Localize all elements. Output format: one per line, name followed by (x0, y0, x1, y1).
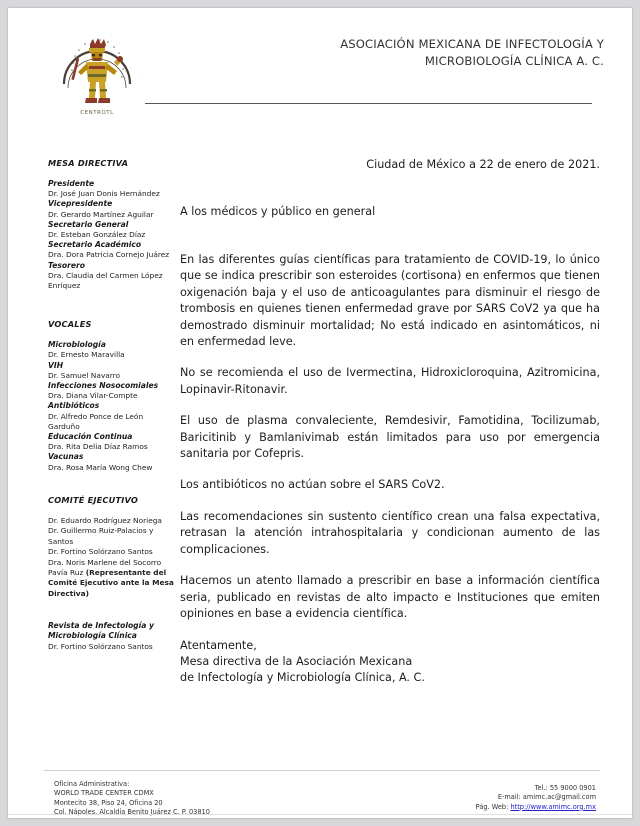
board-name: Dra. Claudia del Carmen López Enríquez (48, 270, 163, 291)
letter-paragraph: El uso de plasma convaleciente, Remdesivir, Famotidina, Tocilizumab, Baricitinib y Bamlanivimab están limitados para uso por emergencia sanitaria por Cofepris. (180, 414, 600, 461)
vocal-role: VIH (48, 360, 64, 370)
footer-email: E-mail: amimc.ac@gmail.com (497, 793, 596, 802)
mesa-directiva-heading: MESA DIRECTIVA (48, 158, 129, 168)
letter-paragraph: Las recomendaciones sin sustento científico crean una falsa expectativa, retrasan la atención intrahospitalaria y condicionan aumento de las complicaciones. (180, 509, 600, 556)
revista-heading: Revista de Infectología y Microbiología Clínica (48, 621, 154, 641)
footer-web (476, 803, 596, 812)
vocal-role: Educación Continua (48, 432, 133, 442)
letter-paragraph: Hacemos un atento llamado a prescribir en base a información científica seria, publicado en revistas de alto impacto e Instituciones que emiten opiniones en base a evidencia científica. (180, 574, 600, 620)
page-footer (8, 780, 632, 818)
closing-line-3: de Infectología y Microbiología Clínica, A. C. (180, 670, 425, 684)
board-name: Dr. José Juan Donis Hernández (48, 189, 160, 199)
header-divider (145, 103, 592, 104)
vocal-role: Vacunas (48, 452, 84, 462)
footer-divider (44, 770, 600, 771)
comite-ejecutivo-list (48, 516, 176, 599)
organization-title (288, 36, 604, 70)
letter-page (8, 8, 632, 818)
board-role: Vicepresidente (48, 199, 113, 209)
footer-phone: Tel.: 55 9000 0901 (534, 784, 596, 792)
page-bottom-edge (8, 814, 632, 815)
letter-paragraph: No se recomienda el uso de Ivermectina, Hidroxicloroquina, Azitromicina, Lopinavir-Ritonavir. (180, 366, 600, 396)
vocal-name: Dra. Diana Vilar-Compte (48, 391, 138, 401)
sidebar-spacer (48, 599, 176, 621)
comite-representative-name: Dra. Noris Marlene del Socorro Pavía Ruz (48, 557, 162, 577)
board-name: Dr. Esteban González Díaz (48, 230, 146, 240)
board-sidebar (48, 158, 176, 652)
vocal-name: Dr. Ernesto Maravilla (48, 350, 125, 360)
organization-title-line2: MICROBIOLOGÍA CLÍNICA A. C. (424, 54, 604, 68)
letter-paragraph: En las diferentes guías científicas para tratamiento de COVID-19, lo único que se indica prescribir son esteroides (cortisona) en enfermos que tienen oxigenación baja y el uso de anticoagulantes para disminuir el riesgo de trombosis en quienes tienen enfermedad grave por SARS CoV2 ya que ha demostrado disminuir mortalidad; No está indicado en asintomáticos, ni en enfermedad leve. (180, 253, 600, 349)
vocal-name: Dr. Alfredo Ponce de León Garduño (48, 411, 144, 431)
footer-web-link[interactable]: http://www.amimc.org.mx (510, 802, 596, 811)
board-role: Secretario Académico (48, 240, 142, 250)
revista-editor: Dr. Fortino Solórzano Santos (48, 641, 153, 651)
board-role: Tesorero (48, 260, 85, 270)
letter-date: Ciudad de México a 22 de enero de 2021. (366, 158, 600, 171)
comite-representative (48, 558, 176, 600)
letter-paragraph: Los antibióticos no actúan sobre el SARS CoV2. (180, 478, 445, 492)
closing-line-2: Mesa directiva de la Asociación Mexicana (180, 654, 413, 668)
footer-address-line: Col. Nápoles, Alcaldía Benito Juárez C. P. 03810 (54, 808, 210, 817)
vocal-name: Dra. Rita Delia Díaz Ramos (48, 442, 148, 452)
logo-caption: CENTROTL (80, 110, 114, 116)
vocal-name: Dr. Samuel Navarro (48, 370, 121, 380)
comite-member: Dr. Eduardo Rodríguez Noriega (48, 515, 162, 525)
footer-address (54, 780, 210, 818)
footer-contact (476, 784, 596, 812)
letter-closing (180, 638, 600, 685)
board-role: Secretario General (48, 219, 129, 229)
vocal-role: Antibióticos (48, 401, 100, 411)
letterhead (8, 8, 632, 118)
mesa-directiva-list (48, 179, 176, 291)
comite-member: Dr. Guillermo Ruiz-Palacios y Santos (48, 526, 154, 546)
organization-title-line1: ASOCIACIÓN MEXICANA DE INFECTOLOGÍA Y (340, 37, 604, 51)
sidebar-spacer (48, 473, 176, 495)
vocales-heading: VOCALES (48, 319, 92, 330)
comite-ejecutivo-heading: COMITÉ EJECUTIVO (48, 494, 139, 505)
comite-representative-note: (Representante del Comité Ejecutivo ante la Mesa Directiva) (48, 567, 174, 598)
board-role: Presidente (48, 179, 95, 188)
board-name: Dr. Gerardo Martínez Aguilar (48, 209, 154, 219)
letter-salutation: A los médicos y público en general (180, 205, 376, 218)
vocales-list (48, 340, 176, 473)
comite-member: Dr. Fortino Solórzano Santos (48, 547, 153, 557)
footer-address-line: Montecito 38, Piso 24, Oficina 20 (54, 798, 163, 807)
closing-line-1: Atentamente, (180, 639, 257, 653)
letter-body (180, 158, 600, 685)
vocal-role: Infecciones Nosocomiales (48, 381, 159, 391)
board-name: Dra. Dora Patricia Cornejo Juárez (48, 250, 170, 260)
vocal-name: Dra. Rosa María Wong Chew (48, 462, 153, 472)
footer-address-line: WORLD TRADE CENTER CDMX (54, 789, 154, 798)
amimc-logo (56, 22, 138, 118)
sidebar-spacer (48, 291, 176, 319)
footer-address-line: Oficina Administrativa: (54, 780, 130, 788)
footer-web-label: Pág. Web: (475, 802, 509, 811)
vocal-role: Microbiología (48, 340, 106, 350)
